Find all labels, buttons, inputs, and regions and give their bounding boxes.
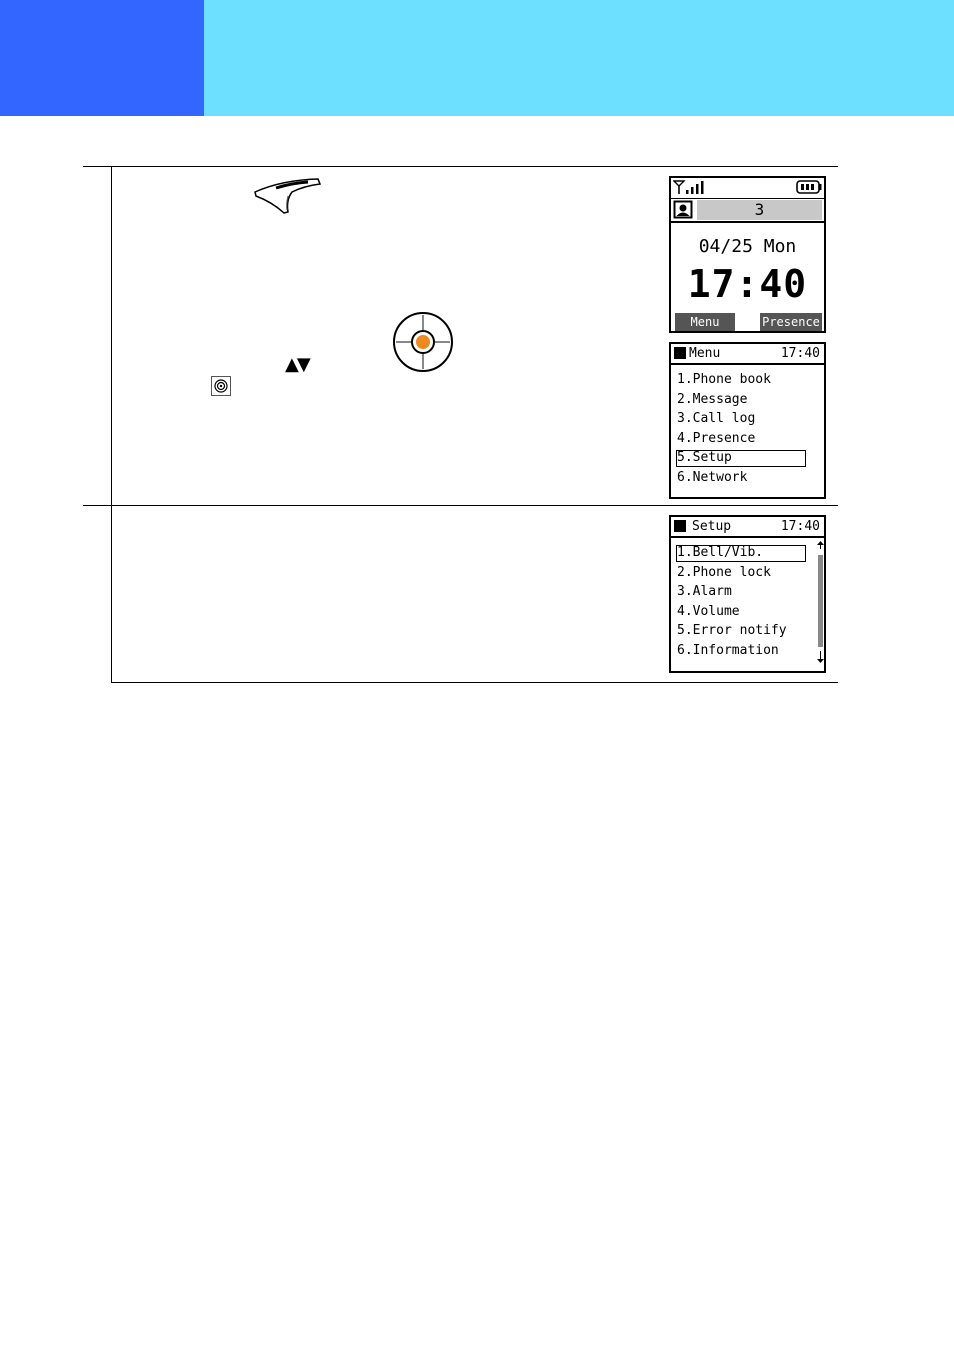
menu-item[interactable]: 4.Presence — [677, 430, 756, 446]
menu-item[interactable]: 1.Phone book — [677, 372, 771, 387]
setup-title: Setup — [692, 519, 732, 534]
table-bottom-rule — [111, 682, 838, 683]
signal-strength-icon — [673, 180, 707, 194]
menu-screen — [669, 342, 826, 499]
setup-item[interactable]: 5.Error notify — [677, 623, 787, 638]
standby-date: 04/25 Mon — [698, 236, 797, 257]
header-bar-dark — [0, 0, 204, 116]
menu-item[interactable]: 6.Network — [677, 469, 748, 485]
menu-header — [671, 344, 824, 365]
table-middle-rule — [83, 505, 838, 506]
user-icon — [673, 200, 693, 219]
standby-screen — [669, 176, 826, 333]
menu-item[interactable]: 2.Message — [677, 391, 748, 407]
scroll-thumb[interactable] — [818, 555, 823, 647]
select-key-icon — [211, 376, 231, 396]
menu-time: 17:40 — [780, 346, 820, 361]
battery-icon — [796, 180, 822, 194]
setup-item[interactable]: 1.Bell/Vib. — [677, 545, 764, 560]
softkey-menu[interactable]: Menu — [675, 313, 735, 331]
header-block-icon — [674, 347, 686, 359]
scroll-down-arrow-icon — [817, 651, 824, 663]
menu-item[interactable]: 5.Setup — [677, 450, 732, 465]
softkey-presence[interactable]: Presence — [760, 313, 822, 331]
table-left-rule — [111, 166, 112, 683]
setup-scrollbar[interactable] — [817, 547, 823, 659]
up-down-arrow-icon: ▲▼ — [285, 354, 309, 375]
setup-time: 17:40 — [780, 519, 820, 534]
table-top-rule — [83, 166, 838, 167]
standby-time: 17:40 — [687, 262, 808, 306]
setup-item[interactable]: 6.Information — [677, 642, 779, 658]
setup-item[interactable]: 4.Volume — [677, 603, 740, 619]
header-block-icon — [674, 520, 686, 532]
menu-item[interactable]: 3.Call log — [677, 411, 756, 426]
setup-item[interactable]: 3.Alarm — [677, 584, 732, 599]
setup-item[interactable]: 2.Phone lock — [677, 564, 771, 580]
presence-count: 3 — [697, 200, 822, 220]
setup-header — [671, 517, 824, 538]
scroll-up-arrow-icon — [817, 541, 824, 549]
menu-title: Menu — [689, 346, 721, 361]
handset-icon — [252, 176, 322, 216]
header-bar-light — [204, 0, 954, 116]
navigation-key-icon — [390, 310, 456, 374]
setup-screen — [669, 515, 826, 673]
presence-bar — [671, 198, 824, 223]
status-bar — [671, 178, 824, 196]
